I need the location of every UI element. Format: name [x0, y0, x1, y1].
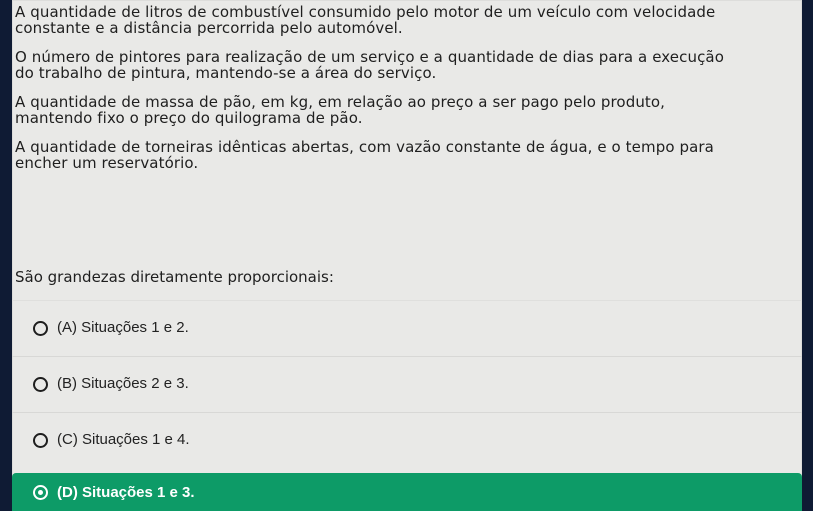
situation-1-line-1: A quantidade de litros de combustível consumido pelo motor de um veículo com velocidade: [15, 3, 716, 21]
situation-1: [15, 4, 795, 36]
answer-options: [12, 300, 802, 511]
situation-4-line-1: A quantidade de torneiras idênticas abertas, com vazão constante de água, e o tempo para: [15, 138, 714, 156]
situation-2: [15, 49, 795, 81]
radio-unselected-icon[interactable]: [33, 321, 48, 336]
option-d-label: (D) Situações 1 e 3.: [57, 484, 195, 501]
situation-3: [15, 94, 795, 126]
situation-4: [15, 139, 795, 171]
option-c[interactable]: [12, 412, 802, 468]
situation-2-line-2: do trabalho de pintura, mantendo-se a área do serviço.: [15, 64, 437, 82]
situation-3-line-2: mantendo fixo o preço do quilograma de pão.: [15, 109, 363, 127]
option-b-label: (B) Situações 2 e 3.: [57, 375, 189, 392]
radio-selected-icon[interactable]: [33, 485, 48, 500]
option-a[interactable]: [12, 300, 802, 356]
option-b[interactable]: [12, 356, 802, 412]
option-c-label: (C) Situações 1 e 4.: [57, 431, 190, 448]
situation-list: [15, 4, 795, 184]
situation-4-line-2: encher um reservatório.: [15, 154, 199, 172]
question-prompt: São grandezas diretamente proporcionais:: [15, 268, 334, 286]
option-a-label: (A) Situações 1 e 2.: [57, 319, 189, 336]
situation-3-line-1: A quantidade de massa de pão, em kg, em relação ao preço a ser pago pelo produto,: [15, 93, 666, 111]
situation-2-line-1: O número de pintores para realização de um serviço e a quantidade de dias para a execução: [15, 48, 724, 66]
radio-unselected-icon[interactable]: [33, 433, 48, 448]
situation-1-line-2: constante e a distância percorrida pelo automóvel.: [15, 19, 403, 37]
radio-unselected-icon[interactable]: [33, 377, 48, 392]
option-d[interactable]: [12, 473, 802, 511]
